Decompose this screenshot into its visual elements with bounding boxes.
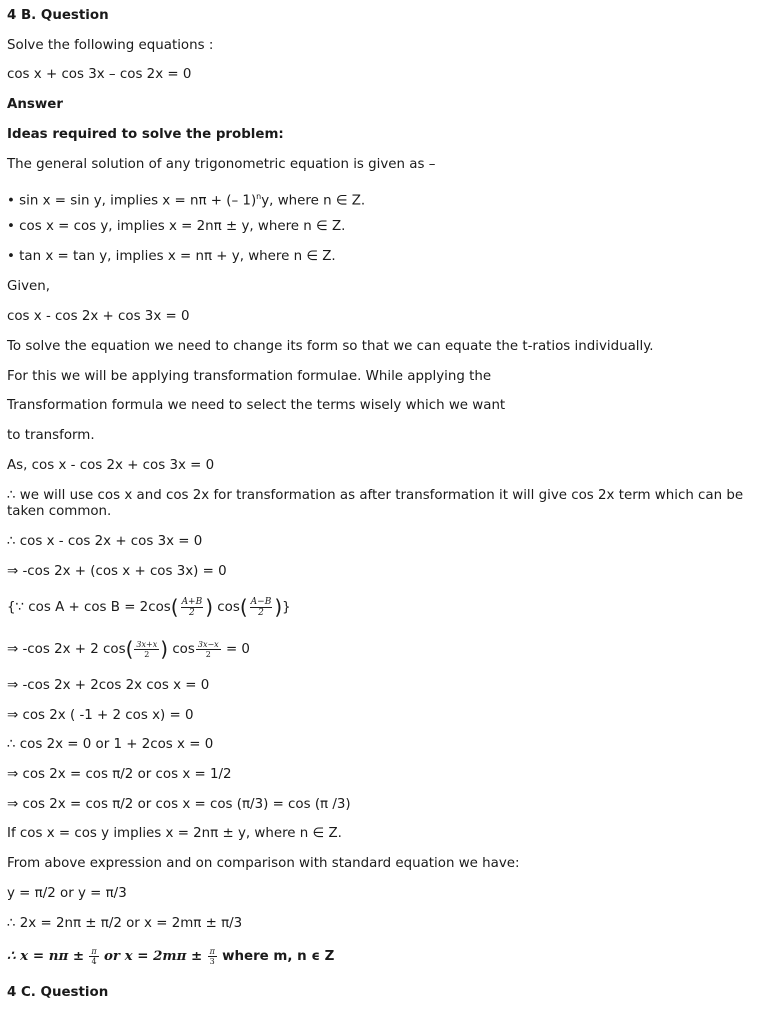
final-fraction-1: $\frac{\pi}{4}$ [91, 946, 97, 966]
paragraph-3: Transformation formula we need to select the terms wisely which we want [7, 398, 506, 413]
step-2: ⇒ -cos 2x + (cos x + cos 3x) = 0 [7, 564, 227, 579]
answer-heading: Answer [7, 97, 63, 112]
step-3-mid: cos [172, 642, 195, 657]
identity-line: {∵ cos A + cos B = 2cos( $\frac{A+B}{2}$ ) cos( $\frac{A-B}{2}$ )} [7, 595, 291, 619]
step-10: From above expression and on comparison with standard equation we have: [7, 856, 520, 871]
rule-sin-exponent: n [256, 192, 262, 201]
step-12: ∴ 2x = 2nπ ± π/2 or x = 2mπ ± π/3 [7, 916, 243, 931]
identity-mid: cos [217, 600, 240, 615]
rule-cos: • cos x = cos y, implies x = 2nπ ± y, where n ∈ Z. [7, 219, 346, 234]
final-fraction-2: $\frac{\pi}{3}$ [209, 946, 215, 966]
step-8: ⇒ cos 2x = cos π/2 or cos x = cos (π/3) = cos (π /3) [7, 797, 351, 812]
rule-tan: • tan x = tan y, implies x = nπ + y, where n ∈ Z. [7, 249, 336, 264]
identity-fraction-2: $\frac{A-B}{2}$ [250, 596, 272, 618]
final-tail: where m, n ϵ Z [222, 949, 335, 964]
final-answer [7, 944, 334, 969]
step-3-lead: ⇒ -cos 2x + 2 cos [7, 642, 126, 657]
given-equation: cos x - cos 2x + cos 3x = 0 [7, 309, 190, 324]
step-3: ⇒ -cos 2x + 2 cos( $\frac{3x+x}{2}$ ) cos $\frac{3x-x}{2}$ = 0 [7, 637, 250, 661]
rule-sin-suffix: y, where n ∈ Z. [261, 193, 366, 209]
step-11: y = π/2 or y = π/3 [7, 886, 127, 901]
step-3-tail: = 0 [225, 642, 250, 657]
next-section-heading: 4 C. Question [7, 985, 109, 1000]
as-line: As, cos x - cos 2x + cos 3x = 0 [7, 458, 215, 473]
final-lead: ∴ x = nπ ± [7, 948, 85, 964]
general-intro: The general solution of any trigonometric equation is given as – [7, 157, 436, 172]
identity-fraction-1: $\frac{A+B}{2}$ [181, 596, 203, 618]
question-equation: cos x + cos 3x – cos 2x = 0 [7, 67, 192, 82]
paragraph-1: To solve the equation we need to change its form so that we can equate the t-ratios individually. [7, 339, 654, 354]
identity-close: } [282, 600, 291, 615]
step-6: ∴ cos 2x = 0 or 1 + 2cos x = 0 [7, 737, 214, 752]
step-7: ⇒ cos 2x = cos π/2 or cos x = 1/2 [7, 767, 232, 782]
step-3-fraction-2: $\frac{3x-x}{2}$ [197, 639, 219, 659]
final-mid: or x = 2mπ ± [103, 948, 203, 964]
given-label: Given, [7, 279, 51, 294]
therefore-paragraph: ∴ we will use cos x and cos 2x for transformation as after transformation it will give cos 2x term which can be taken common. [7, 488, 744, 519]
paragraph-4: to transform. [7, 428, 95, 443]
rule-sin [7, 189, 365, 209]
step-4: ⇒ -cos 2x + 2cos 2x cos x = 0 [7, 678, 210, 693]
step-9: If cos x = cos y implies x = 2nπ ± y, where n ∈ Z. [7, 826, 342, 841]
paragraph-2: For this we will be applying transformation formulae. While applying the [7, 369, 492, 384]
question-prompt: Solve the following equations : [7, 38, 214, 53]
ideas-heading: Ideas required to solve the problem: [7, 127, 284, 142]
identity-lead: {∵ cos A + cos B = 2cos [7, 600, 171, 615]
step-3-fraction-1: $\frac{3x+x}{2}$ [136, 639, 158, 659]
step-5: ⇒ cos 2x ( -1 + 2 cos x) = 0 [7, 708, 194, 723]
rule-sin-prefix: • sin x = sin y, implies x = nπ + (– 1) [7, 193, 257, 209]
section-heading: 4 B. Question [7, 8, 109, 23]
step-1: ∴ cos x - cos 2x + cos 3x = 0 [7, 534, 203, 549]
